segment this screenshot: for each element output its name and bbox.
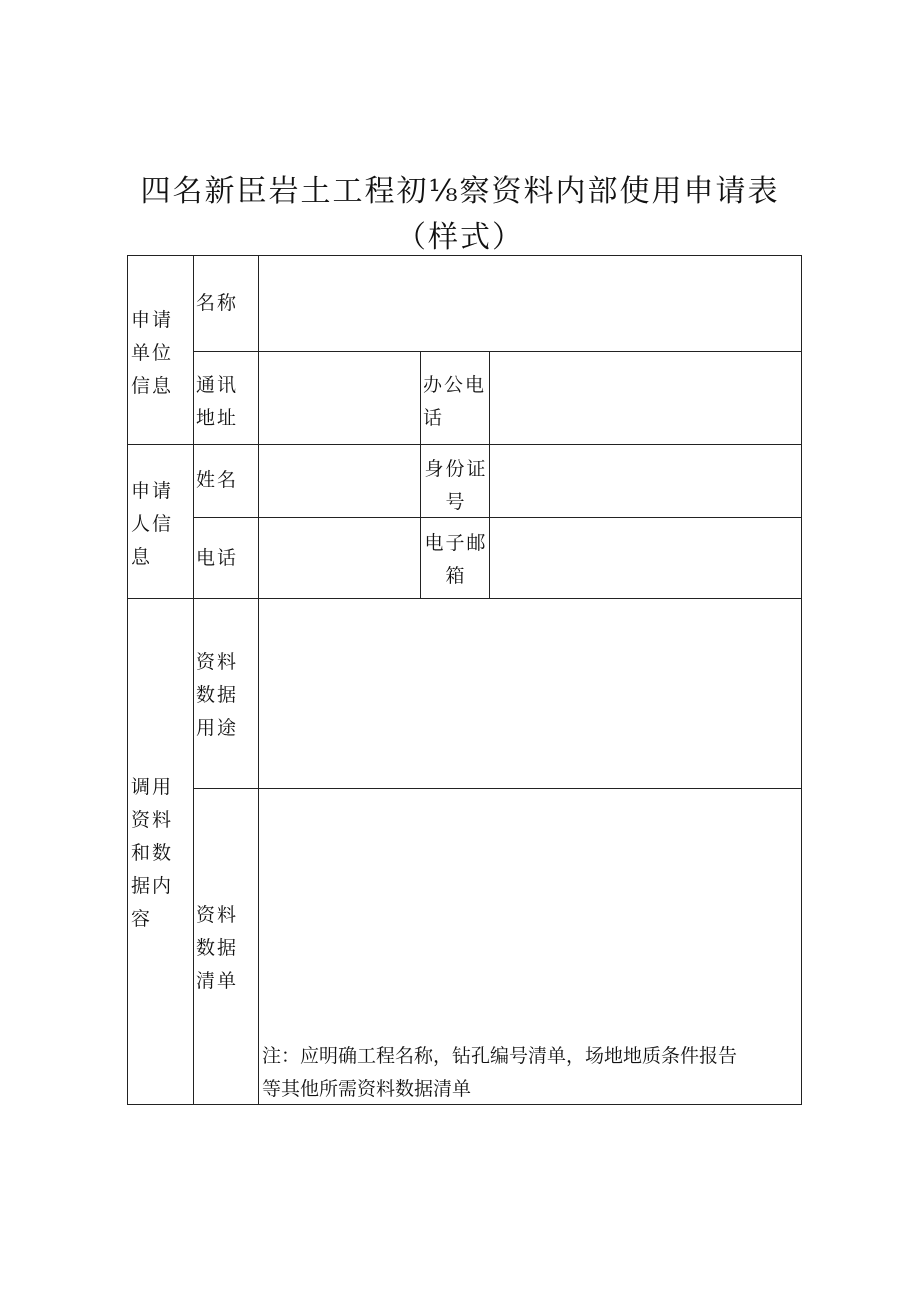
- section-data-content-label: 调用 资料 和数 据内 容: [131, 776, 174, 930]
- divider-section-column: [193, 255, 194, 1105]
- section-unit-info-label: 申请 单位 信息: [131, 309, 174, 397]
- field-address-label: 通讯 地址: [196, 374, 239, 429]
- form-title: 四名新臣岩土工程初⅛察资料内部使用申请表: [140, 174, 780, 209]
- address-value-cell[interactable]: [259, 352, 420, 444]
- data-list-value-cell[interactable]: [259, 789, 801, 1039]
- field-data-list-label: 资料 数据 清单: [196, 904, 239, 992]
- field-person-name-label: 姓名: [196, 469, 239, 491]
- field-phone-label: 电话: [196, 547, 239, 569]
- note-line-2: 等其他所需资料数据清单: [262, 1078, 472, 1100]
- name-value-cell[interactable]: [259, 256, 801, 351]
- office-phone-value-cell[interactable]: [490, 352, 801, 444]
- divider-middle-column-a: [420, 351, 421, 599]
- field-office-phone-label: 办公电 话: [423, 374, 487, 429]
- form-subtitle: （样式）: [396, 220, 524, 255]
- table-border-left: [127, 255, 128, 1105]
- application-form-table: [127, 255, 802, 1105]
- data-list-note: [262, 1040, 802, 1106]
- field-data-purpose-label: 资料 数据 用途: [196, 651, 239, 739]
- id-number-value-cell[interactable]: [490, 445, 801, 517]
- note-line-1: 注：应明确工程名称，钻孔编号清单，场地地质条件报告: [262, 1045, 738, 1067]
- table-border-right: [801, 255, 802, 1105]
- field-id-number-label: 身份证 号: [424, 458, 488, 513]
- data-purpose-value-cell[interactable]: [259, 599, 801, 788]
- person-name-value-cell[interactable]: [259, 445, 420, 517]
- field-name-label: 名称: [196, 292, 239, 314]
- field-email-label: 电子邮 箱: [424, 532, 488, 587]
- section-applicant-info-label: 申请 人信 息: [131, 480, 174, 568]
- phone-value-cell[interactable]: [259, 518, 420, 598]
- email-value-cell[interactable]: [490, 518, 801, 598]
